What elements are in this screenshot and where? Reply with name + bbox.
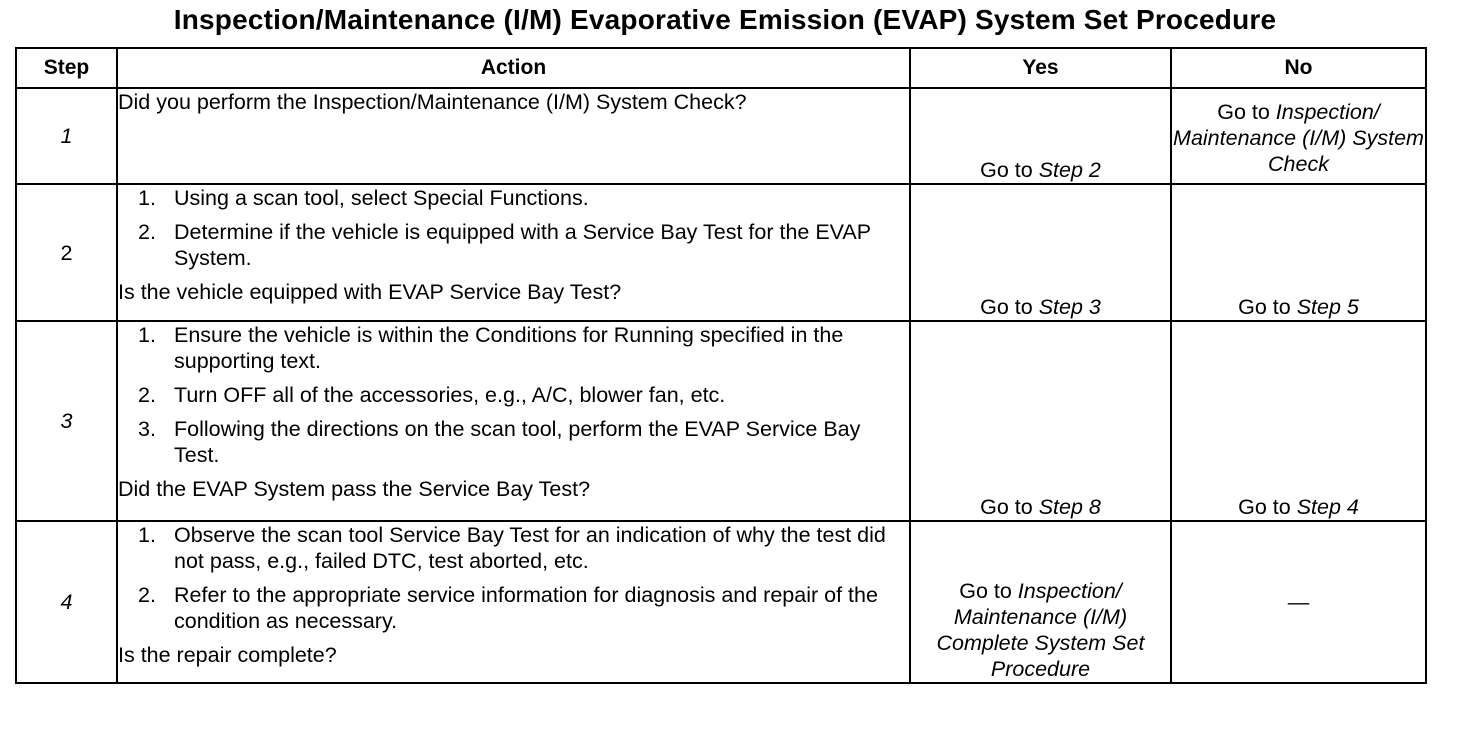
list-item-number: 1. <box>138 186 156 210</box>
list-item-number: 3. <box>138 417 156 441</box>
action-question: Is the vehicle equipped with EVAP Service Bay Test? <box>118 280 622 304</box>
column-header-action: Action <box>117 48 910 88</box>
list-item <box>118 416 909 468</box>
list-item-number: 2. <box>138 583 156 607</box>
list-item <box>118 219 909 271</box>
table-row-step-2 <box>16 184 1426 321</box>
list-item <box>118 185 909 211</box>
yes-cell <box>910 521 1171 683</box>
list-item-number: 1. <box>138 323 156 347</box>
table-row-step-4 <box>16 521 1426 683</box>
yes-cell <box>910 321 1171 521</box>
no-step-link[interactable]: Step 5 <box>1296 295 1359 319</box>
list-item-number: 2. <box>138 383 156 407</box>
list-item-number: 1. <box>138 523 156 547</box>
no-cell <box>1171 88 1426 184</box>
list-item-number: 2. <box>138 220 156 244</box>
list-item <box>118 322 909 374</box>
no-prefix: Go to <box>1238 295 1297 319</box>
step-number: 4 <box>16 521 117 683</box>
table-row-step-1 <box>16 88 1426 184</box>
step-number: 1 <box>16 88 117 184</box>
action-steps-list <box>118 522 909 634</box>
table-header-row <box>16 48 1426 88</box>
column-header-no: No <box>1171 48 1426 88</box>
action-steps-list <box>118 322 909 468</box>
yes-step-link[interactable]: Step 2 <box>1038 158 1101 182</box>
yes-cell <box>910 88 1171 184</box>
yes-procedure-link[interactable]: Inspection/ Maintenance (I/M) Complete System Set Procedure <box>936 579 1145 681</box>
yes-step-link[interactable]: Step 3 <box>1038 295 1101 319</box>
no-prefix: Go to <box>1238 495 1297 519</box>
no-dash: — <box>1287 590 1310 614</box>
yes-step-link[interactable]: Step 8 <box>1038 495 1101 519</box>
table-row-step-3 <box>16 321 1426 521</box>
column-header-yes: Yes <box>910 48 1171 88</box>
list-item <box>118 382 909 408</box>
list-item <box>118 582 909 634</box>
action-cell <box>117 184 910 321</box>
action-cell <box>117 321 910 521</box>
action-question: Is the repair complete? <box>118 643 337 667</box>
no-step-link[interactable]: Step 4 <box>1296 495 1359 519</box>
no-cell <box>1171 521 1426 683</box>
list-item-text: Refer to the appropriate service information for diagnosis and repair of the condition as necessary. <box>174 583 878 633</box>
list-item-text: Ensure the vehicle is within the Conditions for Running specified in the supporting text. <box>174 323 844 373</box>
action-cell <box>117 88 910 184</box>
no-cell <box>1171 321 1426 521</box>
column-header-step: Step <box>16 48 117 88</box>
action-question: Did you perform the Inspection/Maintenance (I/M) System Check? <box>118 90 747 114</box>
no-prefix: Go to <box>1217 100 1276 124</box>
procedure-table <box>15 47 1427 684</box>
list-item-text: Turn OFF all of the accessories, e.g., A/C, blower fan, etc. <box>174 383 726 407</box>
yes-prefix: Go to <box>959 579 1018 603</box>
yes-prefix: Go to <box>980 295 1039 319</box>
no-cell <box>1171 184 1426 321</box>
list-item-text: Following the directions on the scan tool, perform the EVAP Service Bay Test. <box>174 417 861 467</box>
list-item-text: Observe the scan tool Service Bay Test for an indication of why the test did not pass, e.g., failed DTC, test aborted, etc. <box>174 523 886 573</box>
list-item-text: Using a scan tool, select Special Functions. <box>174 186 589 210</box>
action-question: Did the EVAP System pass the Service Bay Test? <box>118 477 591 501</box>
action-cell <box>117 521 910 683</box>
no-procedure-link[interactable]: Inspection/ Maintenance (I/M) System Check <box>1173 100 1424 176</box>
list-item-text: Determine if the vehicle is equipped with a Service Bay Test for the EVAP System. <box>174 220 871 270</box>
yes-prefix: Go to <box>980 158 1039 182</box>
yes-prefix: Go to <box>980 495 1039 519</box>
step-number: 3 <box>16 321 117 521</box>
step-number: 2 <box>16 184 117 321</box>
action-steps-list <box>118 185 909 271</box>
list-item <box>118 522 909 574</box>
yes-cell <box>910 184 1171 321</box>
page-title: Inspection/Maintenance (I/M) Evaporative Emission (EVAP) System Set Procedure <box>173 4 1277 35</box>
